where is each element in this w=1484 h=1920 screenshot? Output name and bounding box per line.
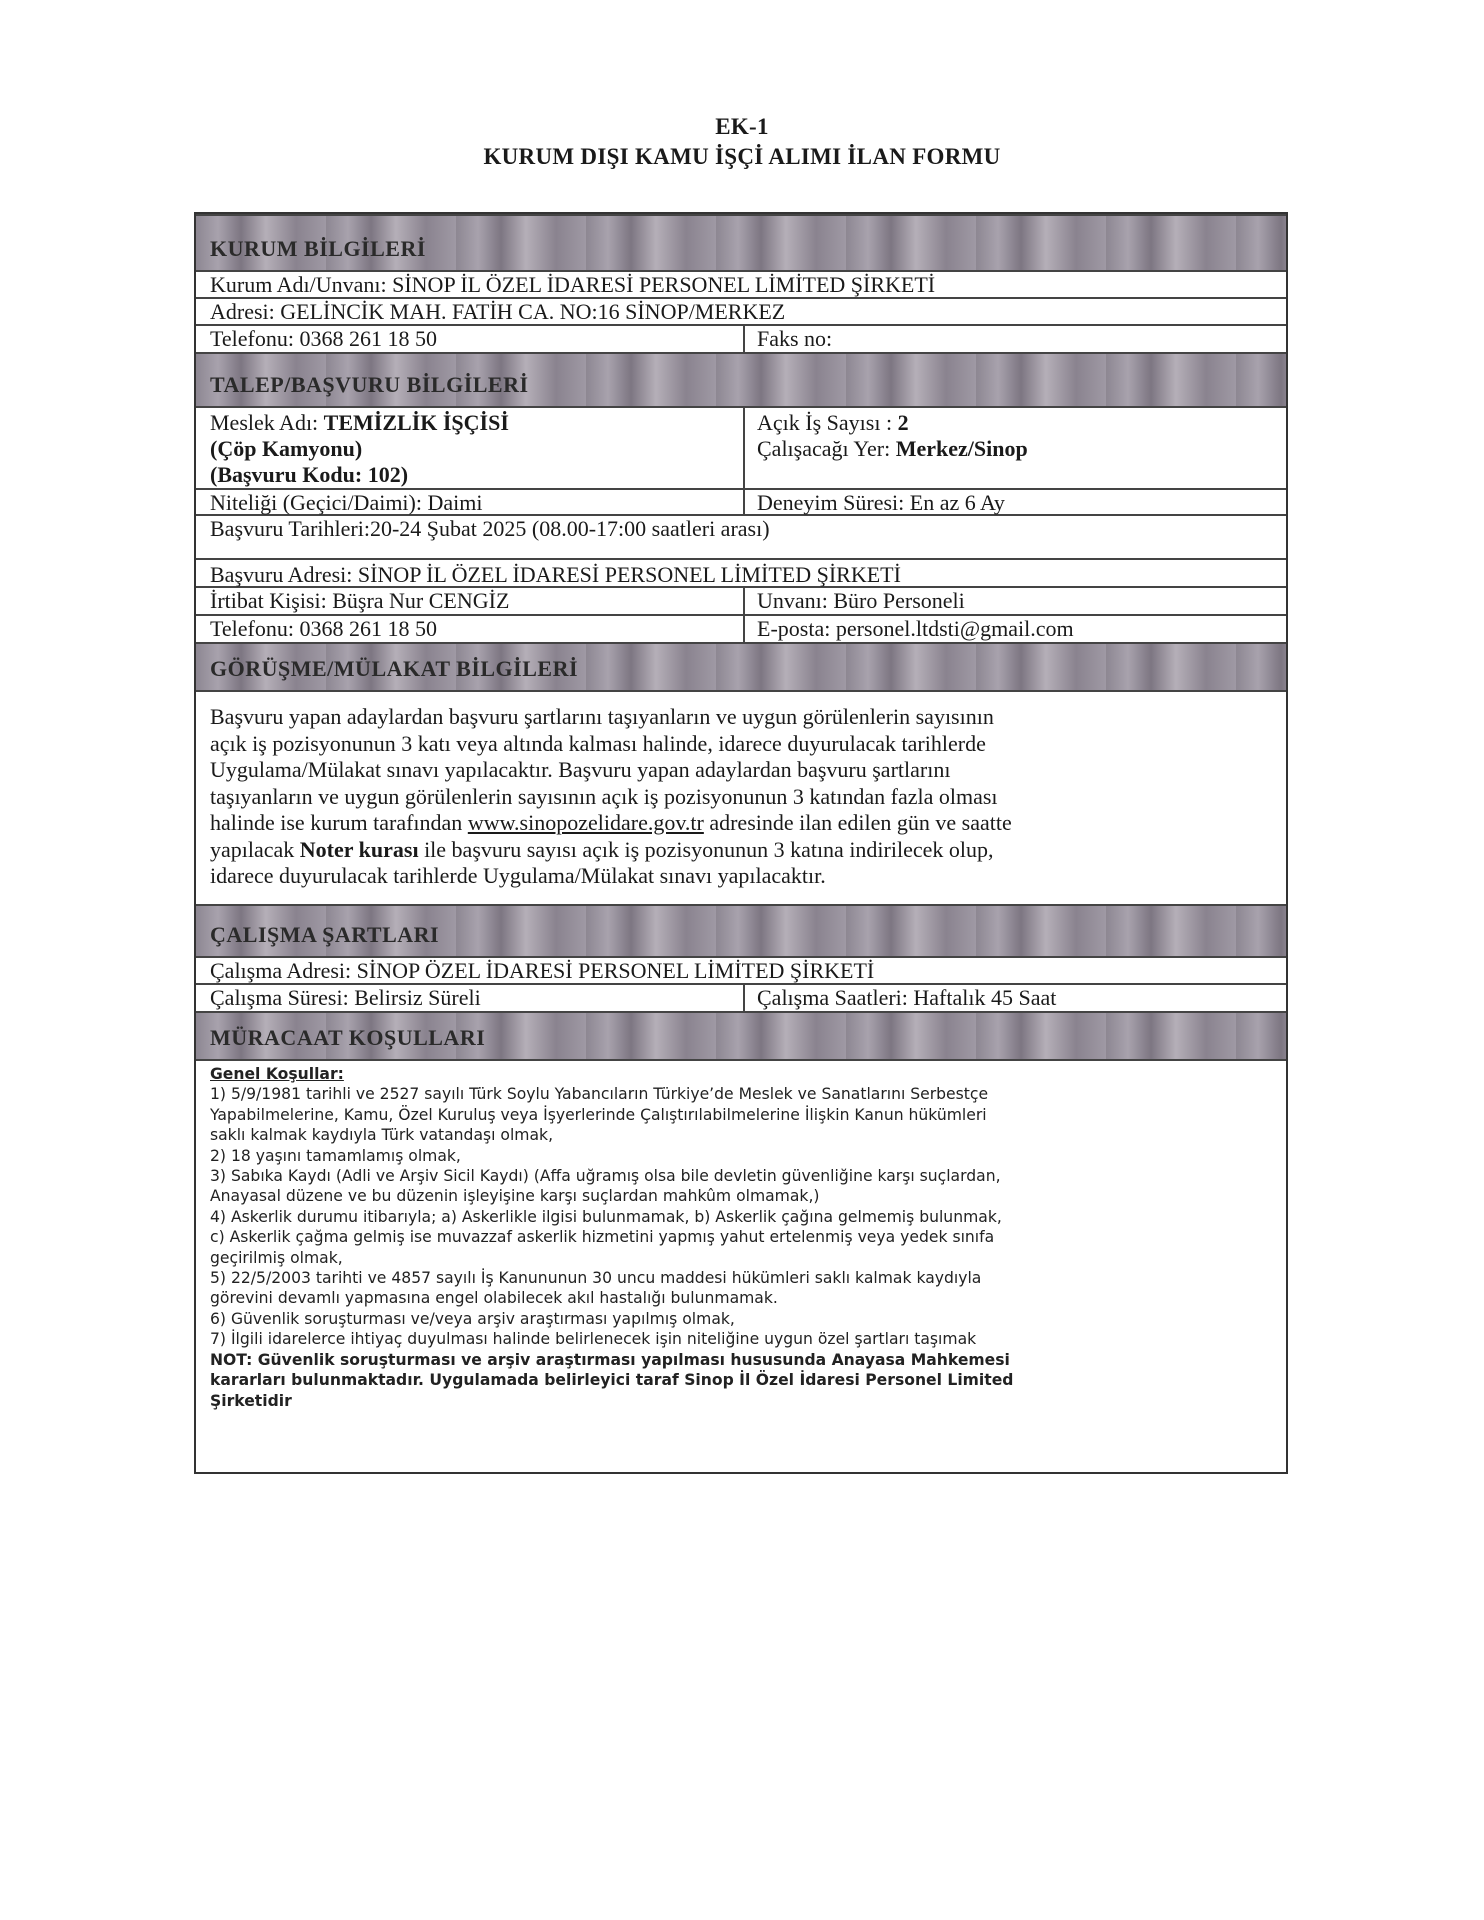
condition-line: Yapabilmelerine, Kamu, Özel Kuruluş veya İşyerlerinde Çalıştırılabilmelerine İlişkin Kanun hükümleri	[210, 1105, 987, 1124]
experience-requirement: Deneyim Süresi: En az 6 Ay	[743, 490, 1286, 514]
work-duration: Çalışma Süresi: Belirsiz Süreli	[210, 985, 481, 1010]
institution-fax: Faks no:	[743, 326, 1286, 352]
application-dates: Başvuru Tarihleri:20-24 Şubat 2025 (08.00-17:00 saatleri arası)	[210, 516, 770, 541]
occupation-value: TEMİZLİK İŞÇİSİ	[323, 410, 509, 435]
interview-line	[210, 810, 1274, 837]
note-line: NOT: Güvenlik soruşturması ve arşiv araştırması yapılması hususunda Anayasa Mahkemesi	[210, 1350, 1010, 1369]
application-code: (Başvuru Kodu: 102)	[210, 462, 409, 487]
institution-address-row	[196, 299, 1286, 326]
occupation-subtype: (Çöp Kamyonu)	[210, 436, 363, 461]
condition-line: geçirilmiş olmak,	[210, 1248, 343, 1267]
general-conditions	[210, 1064, 1280, 1411]
condition-line: 5) 22/5/2003 tarihti ve 4857 sayılı İş Kanununun 30 uncu maddesi hükümleri saklı kalmak kaydıyla	[210, 1269, 982, 1288]
institution-address: Adresi: GELİNCİK MAH. FATİH CA. NO:16 SİNOP/MERKEZ	[210, 299, 786, 324]
application-dates-row	[196, 516, 1286, 560]
occupation-label: Meslek Adı:	[210, 410, 324, 435]
interview-line: açık iş pozisyonunun 3 katı veya altında kalması halinde, idarece duyurulacak tarihlerde	[210, 730, 986, 756]
employment-type: Niteliği (Geçici/Daimi): Daimi	[210, 490, 483, 515]
work-address-row	[196, 958, 1286, 985]
contact-person: İrtibat Kişisi: Büşra Nur CENGİZ	[210, 588, 510, 613]
website-link[interactable]: www.sinopozelidare.gov.tr	[467, 810, 704, 835]
interview-line	[210, 837, 1274, 864]
contact-person-row	[196, 588, 1286, 616]
interview-line: Başvuru yapan adaylardan başvuru şartlarını taşıyanların ve uygun görülenlerin sayısının	[210, 704, 994, 729]
text-fragment: halinde ise kurum tarafından	[210, 810, 468, 835]
notary-lottery: Noter kurası	[299, 836, 419, 862]
general-conditions-title: Genel Koşullar:	[210, 1065, 344, 1083]
work-location-value: Merkez/Sinop	[895, 436, 1028, 461]
interview-line: idarece duyurulacak tarihlerde Uygulama/Mülakat sınavı yapılacaktır.	[210, 863, 826, 888]
interview-details-row	[196, 692, 1286, 906]
section-working-conditions	[196, 906, 1286, 958]
work-address: Çalışma Adresi: SİNOP ÖZEL İDARESİ PERSONEL LİMİTED ŞİRKETİ	[210, 958, 875, 983]
section-institution-info	[196, 214, 1286, 272]
vacancy-cell	[743, 408, 1286, 488]
contact-phone: Telefonu: 0368 261 18 50	[210, 616, 437, 641]
condition-line: Anayasal düzene ve bu düzenin işleyişine karşı suçlardan mahkûm olmamak,)	[210, 1187, 820, 1206]
section-heading: GÖRÜŞME/MÜLAKAT BİLGİLERİ	[210, 656, 579, 681]
institution-phone: Telefonu: 0368 261 18 50	[210, 326, 437, 351]
institution-name: Kurum Adı/Unvanı: SİNOP İL ÖZEL İDARESİ PERSONEL LİMİTED ŞİRKETİ	[210, 272, 936, 297]
section-application-conditions	[196, 1011, 1286, 1061]
contact-title: Unvanı: Büro Personeli	[743, 588, 1286, 614]
condition-line: 4) Askerlik durumu itibarıyla; a) Askerlikle ilgisi bulunmamak, b) Askerlik çağına gelmemiş bulunmak,	[210, 1207, 1002, 1226]
contact-details-row	[196, 616, 1286, 642]
occupation-row	[196, 408, 1286, 490]
work-hours: Çalışma Saatleri: Haftalık 45 Saat	[743, 985, 1286, 1011]
document-header	[0, 112, 1484, 172]
interview-line: taşıyanların ve uygun görülenlerin sayısının açık iş pozisyonunun 3 katından fazla olması	[210, 783, 998, 809]
condition-line: 3) Sabıka Kaydı (Adli ve Arşiv Sicil Kaydı) (Affa uğramış olsa bile devletin güvenliğine karşı suçlardan,	[210, 1167, 1001, 1186]
institution-name-row	[196, 272, 1286, 299]
open-positions-label: Açık İş Sayısı :	[757, 410, 898, 435]
condition-line: c) Askerlik çağma gelmiş ise muvazzaf askerlik hizmetini yapmış yahut ertelenmiş veya yedek sınıfa	[210, 1228, 995, 1247]
work-location-label: Çalışacağı Yer:	[757, 436, 896, 461]
section-heading: TALEP/BAŞVURU BİLGİLERİ	[210, 372, 529, 397]
condition-line: 2) 18 yaşını tamamlamış olmak,	[210, 1146, 461, 1165]
form-title: KURUM DIŞI KAMU İŞÇİ ALIMI İLAN FORMU	[483, 144, 1001, 169]
text-fragment: adresinde ilan edilen gün ve saatte	[703, 810, 1012, 835]
condition-line: görevini devamlı yapmasına engel olabilecek akıl hastalığı bulunmamak.	[210, 1289, 778, 1308]
announcement-form	[194, 212, 1288, 1474]
contact-email: E-posta: personel.ltdsti@gmail.com	[743, 616, 1286, 642]
work-schedule-row	[196, 985, 1286, 1011]
condition-line: 7) İlgili idarelerce ihtiyaç duyulması halinde belirlenecek işin niteliğine uygun özel şartları taşımak	[210, 1330, 977, 1349]
application-address: Başvuru Adresi: SİNOP İL ÖZEL İDARESİ PERSONEL LİMİTED ŞİRKETİ	[210, 562, 901, 587]
application-address-row	[196, 560, 1286, 588]
section-application-info	[196, 352, 1286, 408]
note-line: kararları bulunmaktadır. Uygulamada belirleyici taraf Sinop İl Özel İdaresi Personel Limited	[210, 1371, 1014, 1390]
section-heading: KURUM BİLGİLERİ	[210, 236, 426, 261]
note-line: Şirketidir	[210, 1391, 292, 1410]
section-heading: ÇALIŞMA ŞARTLARI	[210, 922, 440, 947]
occupation-cell	[196, 408, 743, 488]
section-heading: MÜRACAAT KOŞULLARI	[210, 1025, 486, 1050]
qualification-row	[196, 490, 1286, 516]
interview-paragraph	[210, 704, 1274, 890]
condition-line: 6) Güvenlik soruşturması ve/veya arşiv araştırması yapılmış olmak,	[210, 1309, 735, 1328]
section-interview-info	[196, 642, 1286, 692]
text-fragment: ile başvuru sayısı açık iş pozisyonunun 3 katına indirilecek olup,	[418, 836, 994, 862]
open-positions-value: 2	[897, 410, 909, 435]
interview-line: Uygulama/Mülakat sınavı yapılacaktır. Başvuru yapan adaylardan başvuru şartlarını	[210, 757, 951, 782]
condition-line: 1) 5/9/1981 tarihli ve 2527 sayılı Türk Soylu Yabancıların Türkiye’de Meslek ve Sanatlarını Serbestçe	[210, 1085, 989, 1104]
annex-label: EK-1	[715, 114, 769, 139]
institution-contact-row	[196, 326, 1286, 352]
condition-line: saklı kalmak kaydıyla Türk vatandaşı olmak,	[210, 1126, 554, 1145]
text-fragment: yapılacak	[210, 836, 300, 862]
